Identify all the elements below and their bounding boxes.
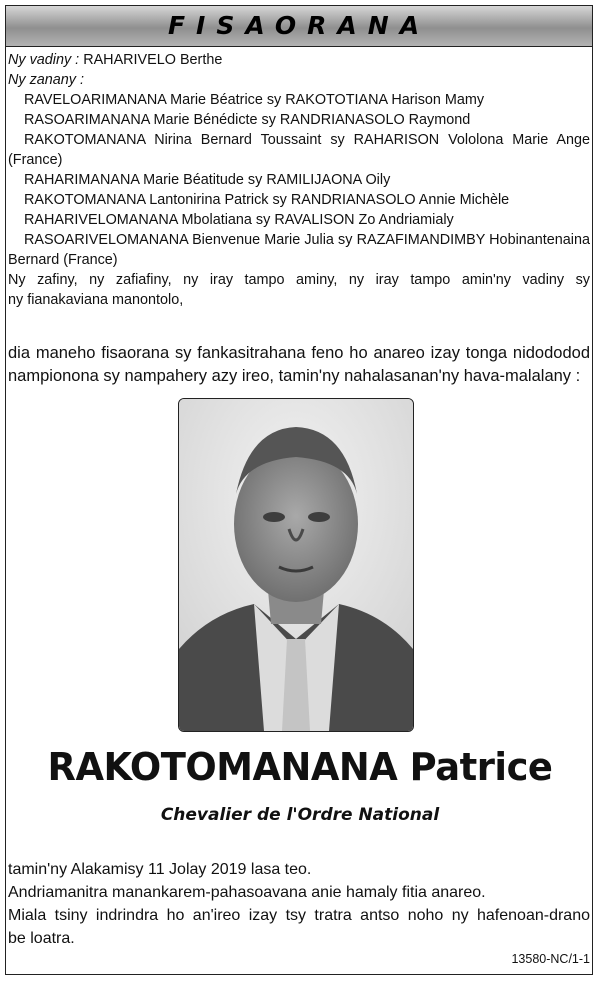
- page-title: FISAORANA: [167, 11, 431, 40]
- child-entry-continued: (France): [8, 152, 63, 168]
- thanks-line: dia maneho fisaorana sy fankasitrahana feno ho anareo izay tonga nidododod: [8, 344, 590, 362]
- reference-code: 13580-NC/1-1: [511, 952, 590, 966]
- child-entry: RAHARIMANANA Marie Béatitude sy RAMILIJAONA Oily: [24, 172, 391, 188]
- thanks-message: [8, 342, 590, 388]
- closing-text: [8, 858, 590, 950]
- children-label: Ny zanany :: [8, 72, 84, 88]
- child-entry: RAHARIVELOMANANA Mbolatiana sy RAVALISON Zo Andriamialy: [24, 212, 454, 228]
- thanks-line: nampionona sy nampahery azy ireo, tamin'ny nahalasanan'ny hava-malalany :: [8, 367, 581, 385]
- child-entry-continued: Bernard (France): [8, 252, 118, 268]
- closing-line: Miala tsiny indrindra ho an'ireo izay tsy tratra antso noho ny hafenoan-drano: [8, 907, 590, 924]
- closing-line: tamin'ny Alakamisy 11 Jolay 2019 lasa teo.: [8, 861, 312, 878]
- header-banner: [6, 6, 592, 47]
- child-entry: RASOARIMANANA Marie Bénédicte sy RANDRIANASOLO Raymond: [24, 112, 471, 128]
- child-entry: RAVELOARIMANANA Marie Béatrice sy RAKOTOTIANA Harison Mamy: [24, 92, 485, 108]
- portrait-photo: [178, 398, 414, 732]
- relatives-line: Ny zafiny, ny zafiafiny, ny iray tampo aminy, ny iray tampo amin'ny vadiny sy: [8, 272, 590, 288]
- child-entry: RAKOTOMANANA Nirina Bernard Toussaint sy RAHARISON Vololona Marie Ange: [24, 132, 590, 148]
- child-entry: RASOARIVELOMANANA Bienvenue Marie Julia sy RAZAFIMANDIMBY Hobinantenaina: [24, 232, 590, 248]
- spouse-line: [8, 50, 590, 70]
- closing-line: be loatra.: [8, 930, 75, 947]
- child-entry: RAKOTOMANANA Lantonirina Patrick sy RANDRIANASOLO Annie Michèle: [24, 192, 510, 208]
- family-list: [8, 50, 590, 310]
- closing-line: Andriamanitra manankarem-pahasoavana anie hamaly fitia anareo.: [8, 884, 486, 901]
- deceased-distinction: Chevalier de l'Ordre National: [160, 805, 440, 825]
- spouse-label: Ny vadiny :: [8, 52, 80, 68]
- portrait-image: [179, 399, 413, 731]
- deceased-name: RAKOTOMANANA Patrice: [47, 745, 553, 789]
- spouse-name: RAHARIVELO Berthe: [83, 52, 223, 68]
- relatives-line: ny fianakaviana manontolo,: [8, 292, 184, 308]
